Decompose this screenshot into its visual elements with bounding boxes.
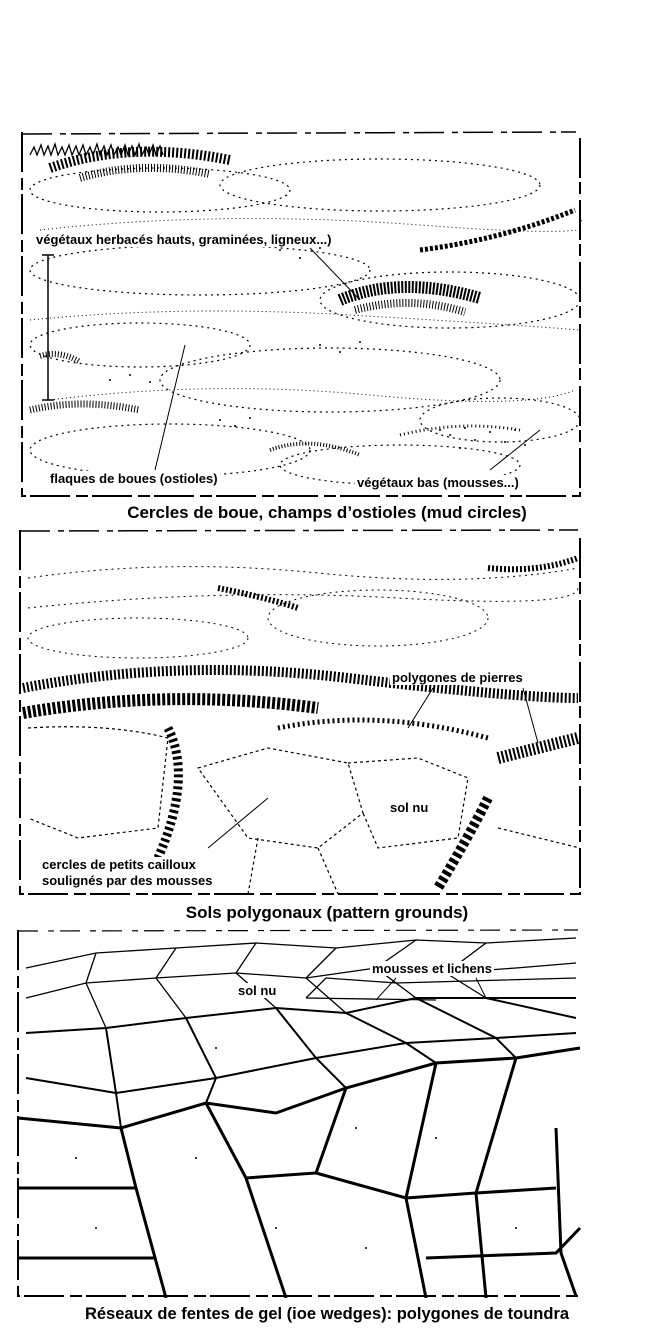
pattern-grounds-illustration <box>18 528 582 896</box>
caption-pattern-grounds: Sols polygonaux (pattern grounds) <box>185 903 469 922</box>
label-mosses-lichens: mousses et lichens <box>372 961 492 976</box>
panel-pattern-grounds <box>18 528 582 896</box>
label-stone-polygons: polygones de pierres <box>392 670 523 685</box>
panel-mud-circles <box>20 130 582 498</box>
label-bare-soil-2: sol nu <box>390 800 429 815</box>
label-pebble-circles-1: cercles de petits cailloux <box>42 857 196 872</box>
panel-ice-wedges <box>16 928 582 1298</box>
label-mud-puddles: flaques de boues (ostioles) <box>50 471 218 486</box>
label-low-vegetation: végétaux bas (mousses...) <box>357 475 519 490</box>
label-pebble-circles-2: soulignés par des mousses <box>42 873 213 888</box>
label-tall-vegetation: végétaux herbacés hauts, graminées, ligneux...) <box>36 232 332 247</box>
mud-circles-illustration <box>20 130 582 498</box>
caption-mud-circles: Cercles de boue, champs d’ostioles (mud circles) <box>127 503 527 522</box>
caption-ice-wedges: Réseaux de fentes de gel (ioe wedges): polygones de toundra <box>84 1305 570 1323</box>
ice-wedges-illustration <box>16 928 582 1298</box>
label-bare-soil-3: sol nu <box>238 983 277 998</box>
